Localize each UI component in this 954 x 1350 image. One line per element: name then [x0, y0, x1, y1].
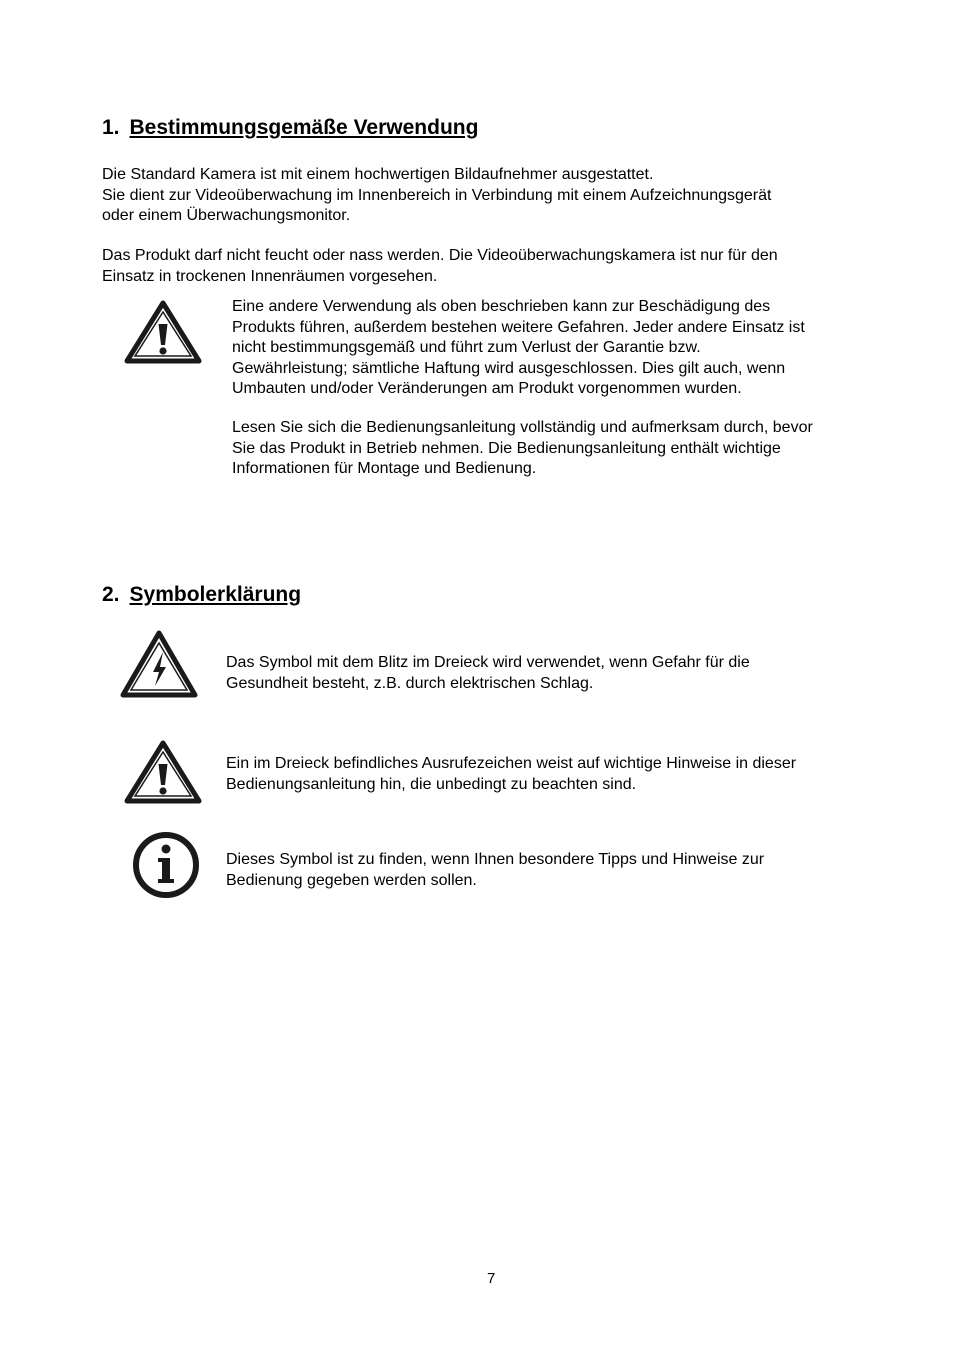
symbol-lightning-description: Das Symbol mit dem Blitz im Dreieck wird verwendet, wenn Gefahr für die Gesundheit besteht, z.B. durch elektrischen Schlag.	[226, 654, 750, 692]
warning-triangle-icon	[124, 300, 202, 364]
warning-paragraph-2: Lesen Sie sich die Bedienungsanleitung vollständig und aufmerksam durch, bevor Sie das Produkt in Betrieb nehmen. Die Bedienungsanleitung enthält wichtige Informationen für Montage und Bedienung.	[232, 419, 813, 477]
symbol-exclamation-description: Ein im Dreieck befindliches Ausrufezeichen weist auf wichtige Hinweise in dieser Bedienungsanleitung hin, die unbedingt zu beachten sind.	[226, 755, 797, 793]
section-1-paragraph-1: Die Standard Kamera ist mit einem hochwertigen Bildaufnehmer ausgestattet. Sie dient zur Videoüberwachung im Innenbereich in Verbindung mit einem Aufzeichnungsgerät oder einem Überwachungsmonitor.	[102, 166, 772, 224]
section-1-heading	[102, 115, 478, 141]
section-1-number: 1.	[102, 116, 120, 139]
section-2-title: Symbolerklärung	[129, 583, 302, 606]
section-2-number: 2.	[102, 583, 120, 606]
section-1-paragraph-2: Das Produkt darf nicht feucht oder nass werden. Die Videoüberwachungskamera ist nur für den Einsatz in trockenen Innenräumen vorgesehen.	[102, 247, 778, 285]
lightning-triangle-icon	[120, 630, 198, 698]
symbol-info-description: Dieses Symbol ist zu finden, wenn Ihnen besondere Tipps und Hinweise zur Bedienung gegeben werden sollen.	[226, 851, 765, 889]
exclamation-triangle-icon	[124, 740, 202, 804]
section-1-title: Bestimmungsgemäße Verwendung	[129, 116, 479, 139]
warning-paragraph-1: Eine andere Verwendung als oben beschrieben kann zur Beschädigung des Produkts führen, außerdem bestehen weitere Gefahren. Jeder andere Einsatz ist nicht bestimmungsgemäß und führt zum Verlust der Garantie bzw. Gewährleistung; sämtliche Haftung wird ausgeschlossen. Dies gilt auch, wenn Umbauten und/oder Veränderungen am Produkt vorgenommen wurden.	[232, 298, 805, 397]
info-circle-icon	[131, 830, 201, 900]
page-number: 7	[487, 1270, 496, 1287]
section-2-heading	[102, 582, 301, 608]
